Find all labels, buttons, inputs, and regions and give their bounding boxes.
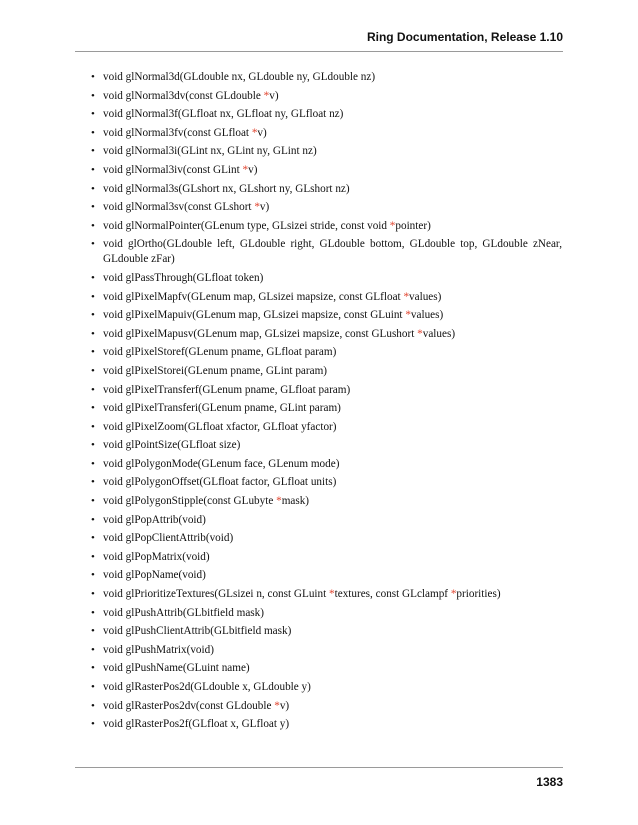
signature-text: void glPrioritizeTextures(GLsizei n, const GLuint — [103, 588, 330, 601]
signature-text: priorities) — [456, 588, 501, 601]
signature-text: void glNormal3sv(const GLshort — [103, 201, 255, 214]
function-signature-item — [0, 383, 638, 398]
signature-text: v) — [257, 126, 267, 139]
signature-text: void glNormal3iv(const GLint — [103, 163, 243, 176]
signature-text: values) — [409, 290, 442, 303]
signature-text: void glPopMatrix(void) — [103, 550, 210, 563]
function-signature-item — [0, 219, 638, 234]
signature-text: void glPolygonStipple(const GLubyte — [103, 495, 277, 508]
function-signature-item — [0, 438, 638, 453]
page-number: 1383 — [536, 775, 563, 789]
function-signature-item — [0, 699, 638, 714]
pointer-asterisk: * — [276, 495, 282, 508]
function-signature-item — [0, 513, 638, 528]
signature-text: void glPixelZoom(GLfloat xfactor, GLfloat yfactor) — [103, 420, 337, 433]
page-header-title: Ring Documentation, Release 1.10 — [366, 30, 563, 44]
pointer-asterisk: * — [251, 126, 258, 139]
signature-text: void glNormal3d(GLdouble nx, GLdouble ny, GLdouble nz) — [103, 71, 376, 83]
signature-text: pointer) — [395, 219, 431, 232]
function-signature-item — [0, 661, 638, 676]
function-signature-item — [0, 144, 638, 159]
signature-text: v) — [259, 201, 270, 214]
signature-text: void glNormal3fv(const GLfloat — [103, 126, 252, 139]
signature-text: void glNormal3i(GLint nx, GLint ny, GLint nz) — [103, 145, 317, 158]
pointer-asterisk: * — [405, 309, 411, 322]
signature-text: void glPushName(GLuint name) — [103, 662, 250, 675]
pointer-asterisk: * — [254, 201, 260, 214]
signature-text: void glNormal3s(GLshort nx, GLshort ny, GLshort nz) — [103, 182, 350, 195]
function-signature-item — [0, 327, 638, 342]
function-signature-item — [0, 182, 638, 197]
signature-text: void glPixelStorei(GLenum pname, GLint param) — [103, 364, 328, 377]
pointer-asterisk: * — [403, 290, 410, 303]
signature-text: void glRasterPos2d(GLdouble x, GLdouble y) — [103, 681, 311, 693]
signature-text: void glPixelMapusv(GLenum map, GLsizei mapsize, const GLushort — [103, 327, 418, 340]
signature-text: void glNormal3dv(const GLdouble — [103, 89, 264, 102]
function-signature-item — [0, 271, 638, 286]
function-signature-item — [0, 568, 638, 583]
signature-text: void glPopAttrib(void) — [103, 513, 206, 526]
signature-text: void glPopName(void) — [103, 569, 206, 582]
signature-text: void glPixelMapuiv(GLenum map, GLsizei mapsize, const GLuint — [103, 309, 406, 322]
signature-text: values) — [410, 309, 444, 322]
signature-text: void glPushAttrib(GLbitfield mask) — [103, 606, 264, 619]
pointer-asterisk: * — [274, 699, 280, 712]
function-signature-item — [0, 550, 638, 565]
signature-text: void glPixelStoref(GLenum pname, GLfloat param) — [103, 346, 337, 359]
signature-text: void glPointSize(GLfloat size) — [103, 439, 241, 452]
function-signature-item — [0, 308, 638, 323]
function-signature-item — [0, 587, 638, 602]
signature-text: void glPopClientAttrib(void) — [103, 532, 234, 545]
signature-text: void glPushMatrix(void) — [103, 643, 214, 656]
function-signature-item — [0, 200, 638, 215]
function-signature-item — [0, 70, 638, 85]
signature-text: void glRasterPos2dv(const GLdouble — [103, 699, 275, 712]
pointer-asterisk: * — [389, 219, 396, 232]
function-signature-list — [0, 70, 638, 736]
function-signature-item — [0, 420, 638, 435]
function-signature-item — [0, 680, 638, 695]
pointer-asterisk: * — [417, 327, 423, 340]
function-signature-item — [0, 89, 638, 104]
signature-text: void glPassThrough(GLfloat token) — [103, 271, 264, 284]
function-signature-item — [0, 494, 638, 509]
signature-text: v) — [248, 163, 258, 176]
pointer-asterisk: * — [450, 588, 457, 601]
signature-text: v) — [269, 89, 279, 102]
header-divider — [75, 51, 563, 52]
function-signature-item — [0, 475, 638, 490]
pointer-asterisk: * — [329, 588, 335, 601]
signature-text: void glNormalPointer(GLenum type, GLsizei stride, const void — [103, 219, 390, 232]
signature-text: textures, const GLclampf — [334, 588, 451, 601]
signature-text: void glOrtho(GLdouble left, GLdouble right, GLdouble bottom, GLdouble top, GLdouble zNear, GLdouble zFar) — [103, 238, 562, 266]
signature-text: void glNormal3f(GLfloat nx, GLfloat ny, GLfloat nz) — [103, 108, 344, 121]
signature-text: void glRasterPos2f(GLfloat x, GLfloat y) — [103, 718, 290, 731]
function-signature-item — [0, 717, 638, 732]
pointer-asterisk: * — [263, 89, 270, 102]
function-signature-item — [0, 364, 638, 379]
function-signature-item — [0, 237, 638, 267]
signature-text: void glPixelTransferi(GLenum pname, GLint param) — [103, 402, 341, 415]
function-signature-item — [0, 163, 638, 178]
function-signature-item — [0, 606, 638, 621]
signature-text: void glPushClientAttrib(GLbitfield mask) — [103, 625, 292, 638]
signature-text: values) — [422, 327, 456, 340]
function-signature-item — [0, 643, 638, 658]
function-signature-item — [0, 624, 638, 639]
signature-text: void glPixelMapfv(GLenum map, GLsizei mapsize, const GLfloat — [103, 290, 404, 303]
function-signature-item — [0, 345, 638, 360]
signature-text: void glPolygonMode(GLenum face, GLenum mode) — [103, 457, 340, 470]
function-signature-item — [0, 457, 638, 472]
footer-divider — [75, 767, 563, 768]
function-signature-item — [0, 126, 638, 141]
function-signature-item — [0, 290, 638, 305]
function-signature-item — [0, 107, 638, 122]
signature-text: void glPolygonOffset(GLfloat factor, GLfloat units) — [103, 476, 337, 489]
signature-text: void glPixelTransferf(GLenum pname, GLfloat param) — [103, 383, 351, 396]
pointer-asterisk: * — [242, 163, 249, 176]
signature-text: mask) — [281, 495, 310, 508]
signature-text: v) — [279, 699, 290, 712]
function-signature-item — [0, 401, 638, 416]
function-signature-item — [0, 531, 638, 546]
